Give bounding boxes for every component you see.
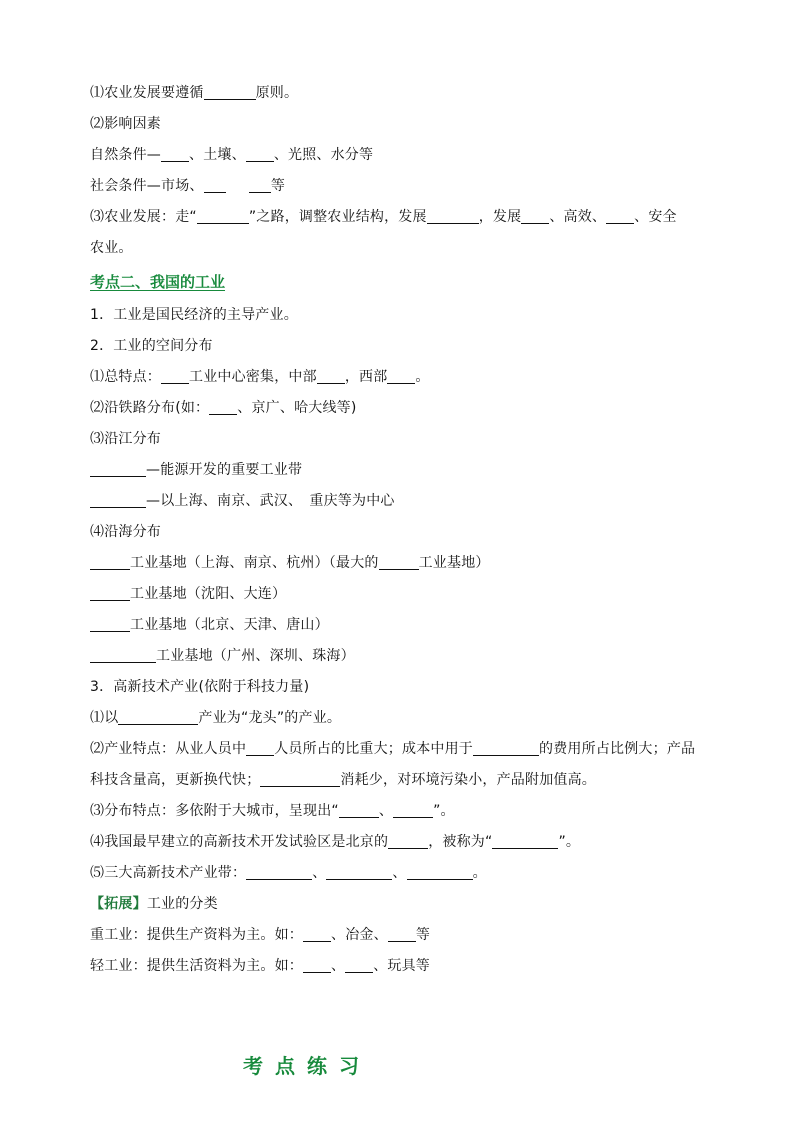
text: 考点练习	[243, 1054, 371, 1078]
text: 、	[312, 865, 327, 881]
river-line-1	[90, 455, 710, 486]
answer-blank[interactable]	[303, 926, 331, 942]
answer-blank[interactable]	[388, 926, 416, 942]
text: ⑴农业发展要遵循	[90, 85, 204, 101]
worksheet-body	[90, 78, 710, 982]
text: 产业为“龙头”的产业。	[198, 710, 342, 726]
hightech-zone-line	[90, 827, 710, 858]
text: 、京广、哈大线等)	[237, 400, 357, 416]
answer-blank[interactable]	[90, 616, 130, 632]
text: 等	[270, 178, 286, 194]
answer-blank[interactable]	[379, 554, 419, 570]
extension-label: 【拓展】	[90, 896, 147, 912]
text: —以上海、南京、武汉、 重庆等为中心	[146, 493, 395, 509]
text: 工业基地）	[418, 555, 490, 571]
text: 农业。	[90, 240, 133, 256]
coast-line-3	[90, 610, 710, 641]
text: 轻工业：提供生活资料为主。如：	[90, 958, 303, 974]
railway-line	[90, 393, 710, 424]
answer-blank[interactable]	[606, 208, 634, 224]
answer-blank[interactable]	[246, 146, 274, 162]
river-heading	[90, 424, 710, 455]
answer-blank[interactable]	[427, 208, 479, 224]
answer-blank[interactable]	[204, 84, 256, 100]
text: 、	[331, 958, 346, 974]
answer-blank[interactable]	[492, 833, 558, 849]
text: 、高效、	[549, 209, 607, 225]
text: 工业的分类	[146, 896, 218, 912]
text: ⑶分布特点：多依附于大城市，呈现出“	[90, 803, 339, 819]
text: ”之路，调整农业结构，发展	[248, 209, 427, 225]
answer-blank[interactable]	[407, 864, 473, 880]
coast-heading	[90, 517, 710, 548]
text: ⑶农业发展：走“	[90, 209, 197, 225]
text: 等	[415, 927, 431, 943]
text: 、土壤、	[189, 147, 246, 163]
text: 社会条件—市场、	[90, 178, 204, 194]
answer-blank[interactable]	[209, 399, 237, 415]
text: 1．工业是国民经济的主导产业。	[90, 307, 298, 323]
answer-blank[interactable]	[473, 740, 539, 756]
natural-conditions-line	[90, 140, 710, 171]
answer-blank[interactable]	[204, 177, 226, 193]
answer-blank[interactable]	[339, 802, 379, 818]
extension-heading	[90, 889, 710, 920]
social-conditions-line	[90, 171, 710, 202]
text: 工业基地（广州、深圳、珠海）	[156, 648, 355, 664]
text: 考点二、我国的工业	[90, 273, 226, 291]
text: 工业基地（上海、南京、杭州）（最大的	[130, 555, 379, 571]
text: ”。	[558, 834, 581, 850]
text: 人员所占的比重大；成本中用于	[274, 741, 474, 757]
answer-blank[interactable]	[345, 957, 373, 973]
answer-blank[interactable]	[90, 647, 156, 663]
answer-blank[interactable]	[393, 802, 433, 818]
text: 重工业：提供生产资料为主。如：	[90, 927, 303, 943]
heavy-industry-line	[90, 920, 710, 951]
answer-blank[interactable]	[161, 368, 189, 384]
answer-blank[interactable]	[249, 177, 271, 193]
hightech-features-cont	[90, 765, 710, 796]
text: 、	[378, 803, 394, 819]
text: 原则。	[255, 85, 299, 101]
answer-blank[interactable]	[90, 585, 130, 601]
agri-development-cont	[90, 233, 710, 264]
agri-principle-line	[90, 78, 710, 109]
text: 的费用所占比例大；产品	[539, 741, 696, 757]
industry-point-2	[90, 331, 710, 362]
text: 。	[472, 865, 487, 881]
text: ⑸三大高新技术产业带：	[90, 865, 247, 881]
river-line-2	[90, 486, 710, 517]
answer-blank[interactable]	[90, 554, 130, 570]
text: 、安全	[634, 209, 677, 225]
text: —能源开发的重要工业带	[146, 462, 303, 478]
answer-blank[interactable]	[90, 461, 146, 477]
text: ⑵影响因素	[90, 116, 161, 132]
coast-line-1	[90, 548, 710, 579]
text: 自然条件—	[90, 147, 161, 163]
text: 、光照、水分等	[273, 147, 374, 163]
text: ⑴总特点：	[90, 369, 161, 385]
text: ⑵沿铁路分布(如：	[90, 400, 210, 416]
text: ⑷我国最早建立的高新技术开发试验区是北京的	[90, 834, 389, 850]
industry-point-1	[90, 300, 710, 331]
hightech-leader-line	[90, 703, 710, 734]
text: 2．工业的空间分布	[90, 338, 213, 354]
text: 消耗少，对环境污染小，产品附加值高。	[340, 772, 597, 788]
text: ⑶沿江分布	[90, 431, 161, 447]
text: ⑵产业特点：从业人员中	[90, 741, 247, 757]
text: ，发展	[478, 209, 522, 225]
text: 3．高新技术产业(依附于科技力量)	[90, 679, 310, 695]
answer-blank[interactable]	[118, 709, 198, 725]
text: 、	[392, 865, 407, 881]
answer-blank[interactable]	[260, 771, 340, 787]
text: 、冶金、	[331, 927, 388, 943]
coast-line-2	[90, 579, 710, 610]
agri-factors-heading	[90, 109, 710, 140]
text: ，被称为“	[428, 834, 493, 850]
text: ，西部	[344, 369, 388, 385]
text: ⑷沿海分布	[90, 524, 161, 540]
industry-point-3	[90, 672, 710, 703]
text: ”。	[433, 803, 455, 819]
text: 工业基地（北京、天津、唐山）	[130, 617, 329, 633]
text: 、玩具等	[373, 958, 431, 974]
hightech-features-line	[90, 734, 710, 765]
text: 。	[415, 369, 430, 385]
answer-blank[interactable]	[161, 146, 189, 162]
answer-blank[interactable]	[388, 833, 428, 849]
text: 科技含量高，更新换代快；	[90, 772, 261, 788]
answer-blank[interactable]	[317, 368, 345, 384]
answer-blank[interactable]	[246, 864, 312, 880]
text: 工业基地（沈阳、大连）	[130, 586, 287, 602]
hightech-distribution-line	[90, 796, 710, 827]
answer-blank[interactable]	[246, 740, 274, 756]
answer-blank[interactable]	[326, 864, 392, 880]
light-industry-line	[90, 951, 710, 982]
agri-development-line	[90, 202, 710, 233]
answer-blank[interactable]	[197, 208, 249, 224]
hightech-belts-line	[90, 858, 710, 889]
answer-blank[interactable]	[521, 208, 549, 224]
answer-blank[interactable]	[303, 957, 331, 973]
exercise-section-title	[0, 1050, 794, 1079]
text: ⑴以	[90, 710, 119, 726]
coast-line-4	[90, 641, 710, 672]
overall-features-line	[90, 362, 710, 393]
section-title-industry	[90, 264, 710, 300]
text: 工业中心密集，中部	[189, 369, 317, 385]
answer-blank[interactable]	[387, 368, 415, 384]
answer-blank[interactable]	[90, 492, 146, 508]
